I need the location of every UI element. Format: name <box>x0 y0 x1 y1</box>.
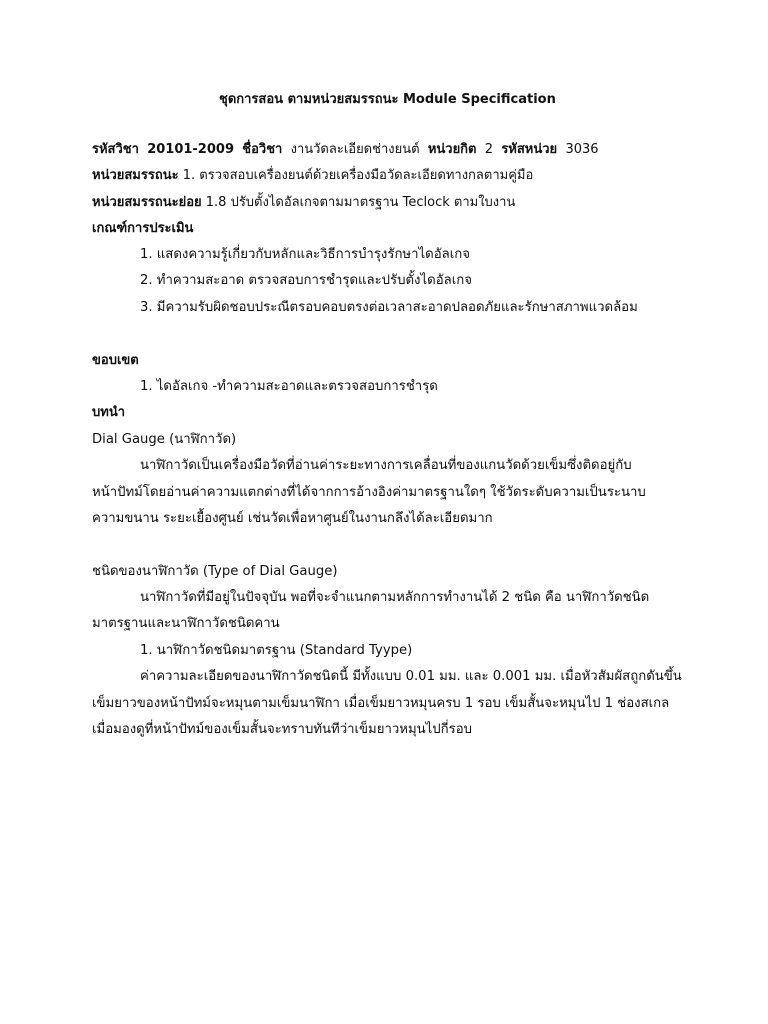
course-info-line <box>92 141 599 159</box>
criteria-item: 1. แสดงความรู้เกี่ยวกับหลักและวิธีการบำรุงรักษาไดอัลเกจ <box>140 247 470 262</box>
course-name-value: งานวัดละเอียดช่างยนต์ <box>290 142 420 157</box>
sub-competency-value: 1.8 ปรับตั้งไดอัลเกจตามมาตรฐาน Teclock ตามใบงาน <box>205 195 516 210</box>
credit-label: หน่วยกิต <box>427 142 477 157</box>
competency-line <box>92 167 533 185</box>
intro-subheading: Dial Gauge (นาฬิกาวัด) <box>92 432 237 447</box>
intro-paragraph-line: ความขนาน ระยะเยื้องศูนย์ เช่นวัดเพื่อหาศูนย์ในงานกลึงได้ละเอียดมาก <box>92 511 493 526</box>
criteria-heading: เกณฑ์การประเมิน <box>92 221 194 236</box>
course-code-label: รหัสวิชา <box>92 142 139 157</box>
criteria-item: 2. ทำความสะอาด ตรวจสอบการชำรุดและปรับตั้งไดอัลเกจ <box>140 273 472 288</box>
sub-competency-line <box>92 194 515 212</box>
sub-competency-label: หน่วยสมรรถนะย่อย <box>92 195 202 210</box>
credit-value: 2 <box>484 142 494 157</box>
types-item-1-line: เมื่อมองดูที่หน้าปัทม์ของเข็มสั้นจะทราบทันทีว่าเข็มยาวหมุนไปกี่รอบ <box>92 722 473 737</box>
competency-label: หน่วยสมรรถนะ <box>92 168 179 183</box>
intro-heading: บทนำ <box>92 405 126 420</box>
types-item-1-line: เข็มยาวของหน้าปัทม์จะหมุนตามเข็มนาฬิกา เมื่อเข็มยาวหมุนครบ 1 รอบ เข็มสั้นจะหมุนไป 1 ช่องสเกล <box>92 696 670 711</box>
types-item-1-line: ค่าความละเอียดของนาฬิกาวัดชนิดนี้ มีทั้งแบบ 0.01 มม. และ 0.001 มม. เมื่อหัวสัมผัสถูกดันขึ้น <box>140 669 682 684</box>
course-code-value: 20101-2009 <box>147 142 234 157</box>
types-paragraph-line: มาตรฐานและนาฬิกาวัดชนิดคาน <box>92 616 280 631</box>
scope-item: 1. ไดอัลเกจ -ทำความสะอาดและตรวจสอบการชำรุด <box>140 379 438 394</box>
unit-code-value: 3036 <box>565 142 599 157</box>
course-name-label: ชื่อวิชา <box>242 142 283 157</box>
competency-value: 1. ตรวจสอบเครื่องยนต์ด้วยเครื่องมือวัดละเอียดทางกลตามคู่มือ <box>182 168 534 183</box>
types-paragraph-line: นาฬิกาวัดที่มีอยู่ในปัจจุบัน พอที่จะจำแนกตามหลักการทำงานได้ 2 ชนิด คือ นาฬิกาวัดชนิด <box>140 590 650 605</box>
scope-heading: ขอบเขต <box>92 353 139 368</box>
document-title: ชุดการสอน ตามหน่วยสมรรถนะ Module Specification <box>219 92 556 107</box>
criteria-item: 3. มีความรับผิดชอบประณีตรอบคอบตรงต่อเวลาสะอาดปลอดภัยและรักษาสภาพแวดล้อม <box>140 300 638 315</box>
intro-paragraph-line: นาฬิกาวัดเป็นเครื่องมือวัดที่อ่านค่าระยะทางการเคลื่อนที่ของแกนวัดด้วยเข็มซึ่งติดอยู่กับ <box>140 458 632 473</box>
unit-code-label: รหัสหน่วย <box>501 142 558 157</box>
types-heading: ชนิดของนาฬิกาวัด (Type of Dial Gauge) <box>92 564 338 579</box>
intro-paragraph-line: หน้าปัทม์โดยอ่านค่าความแตกต่างที่ได้จากการอ้างอิงค่ามาตรฐานใดๆ ใช้วัดระดับความเป็นระนาบ <box>92 485 646 500</box>
types-item-1: 1. นาฬิกาวัดชนิดมาตรฐาน (Standard Tyype) <box>140 643 413 658</box>
